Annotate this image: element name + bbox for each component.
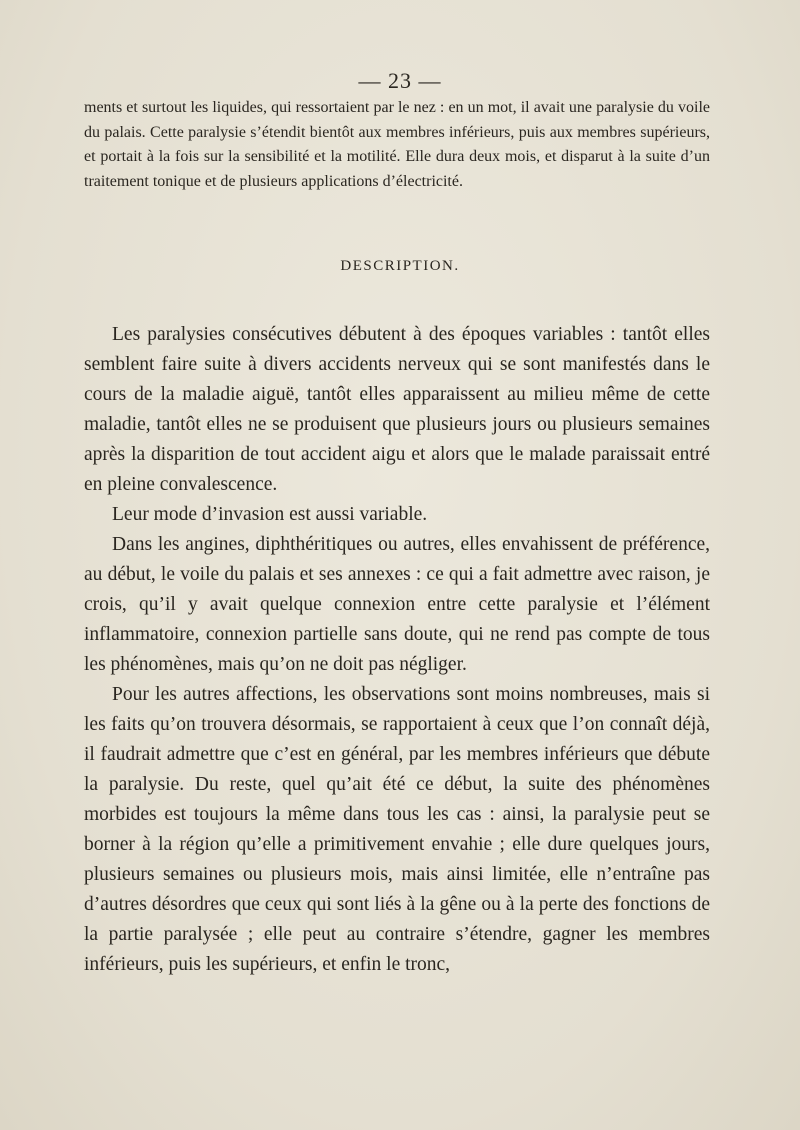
page-number: — 23 — xyxy=(358,68,442,93)
intro-paragraph: ments et surtout les liquides, qui ressortaient par le nez : en un mot, il avait une paralysie du voile du palais. Cette paralysie s’étendit bientôt aux membres inférieurs, puis aux membres supérieurs, et portait à la fois sur la sensibilité et la motilité. Elle dura deux mois, et disparut à la suite d’un traitement tonique et de plusieurs applications d’électricité. xyxy=(84,99,710,190)
body-text xyxy=(84,320,710,980)
paragraph: Leur mode d’invasion est aussi variable. xyxy=(112,504,428,525)
paragraph: Pour les autres affections, les observations sont moins nombreuses, mais si les faits qu’on trouvera désormais, se rapportaient à ceux que l’on connaît déjà, il faudrait admettre que c’est en général, par les membres inférieurs que débute la paralysie. Du reste, quel qu’ait été ce début, la suite des phénomènes morbides est toujours la même dans tous les cas : ainsi, la paralysie peut se borner à la région qu’elle a primitivement envahie ; elle dure quelques jours, plusieurs semaines ou plusieurs mois, mais ainsi limitée, elle n’entraîne pas d’autres désordres que ceux qui sont liés à la gêne ou à la perte des fonctions de la partie paralysée ; elle peut au contraire s’étendre, gagner les membres inférieurs, puis les supérieurs, et enfin le tronc, xyxy=(84,684,710,975)
section-title: DESCRIPTION. xyxy=(340,258,460,274)
intro-block xyxy=(84,96,710,194)
paragraph: Les paralysies consécutives débutent à des époques variables : tantôt elles semblent faire suite à divers accidents nerveux qui se sont manifestés dans le cours de la maladie aiguë, tantôt elles apparaissent au milieu même de cette maladie, tantôt elles ne se produisent que plusieurs jours ou plusieurs semaines après la disparition de tout accident aigu et alors que le malade paraissait entré en pleine convalescence. xyxy=(84,324,710,495)
paragraph: Dans les angines, diphthéritiques ou autres, elles envahissent de préférence, au début, le voile du palais et ses annexes : ce qui a fait admettre avec raison, je crois, qu’il y avait quelque connexion entre cette paralysie et l’élément inflammatoire, connexion partielle sans doute, qui ne rend pas compte de tous les phénomènes, mais qu’on ne doit pas négliger. xyxy=(84,534,710,675)
